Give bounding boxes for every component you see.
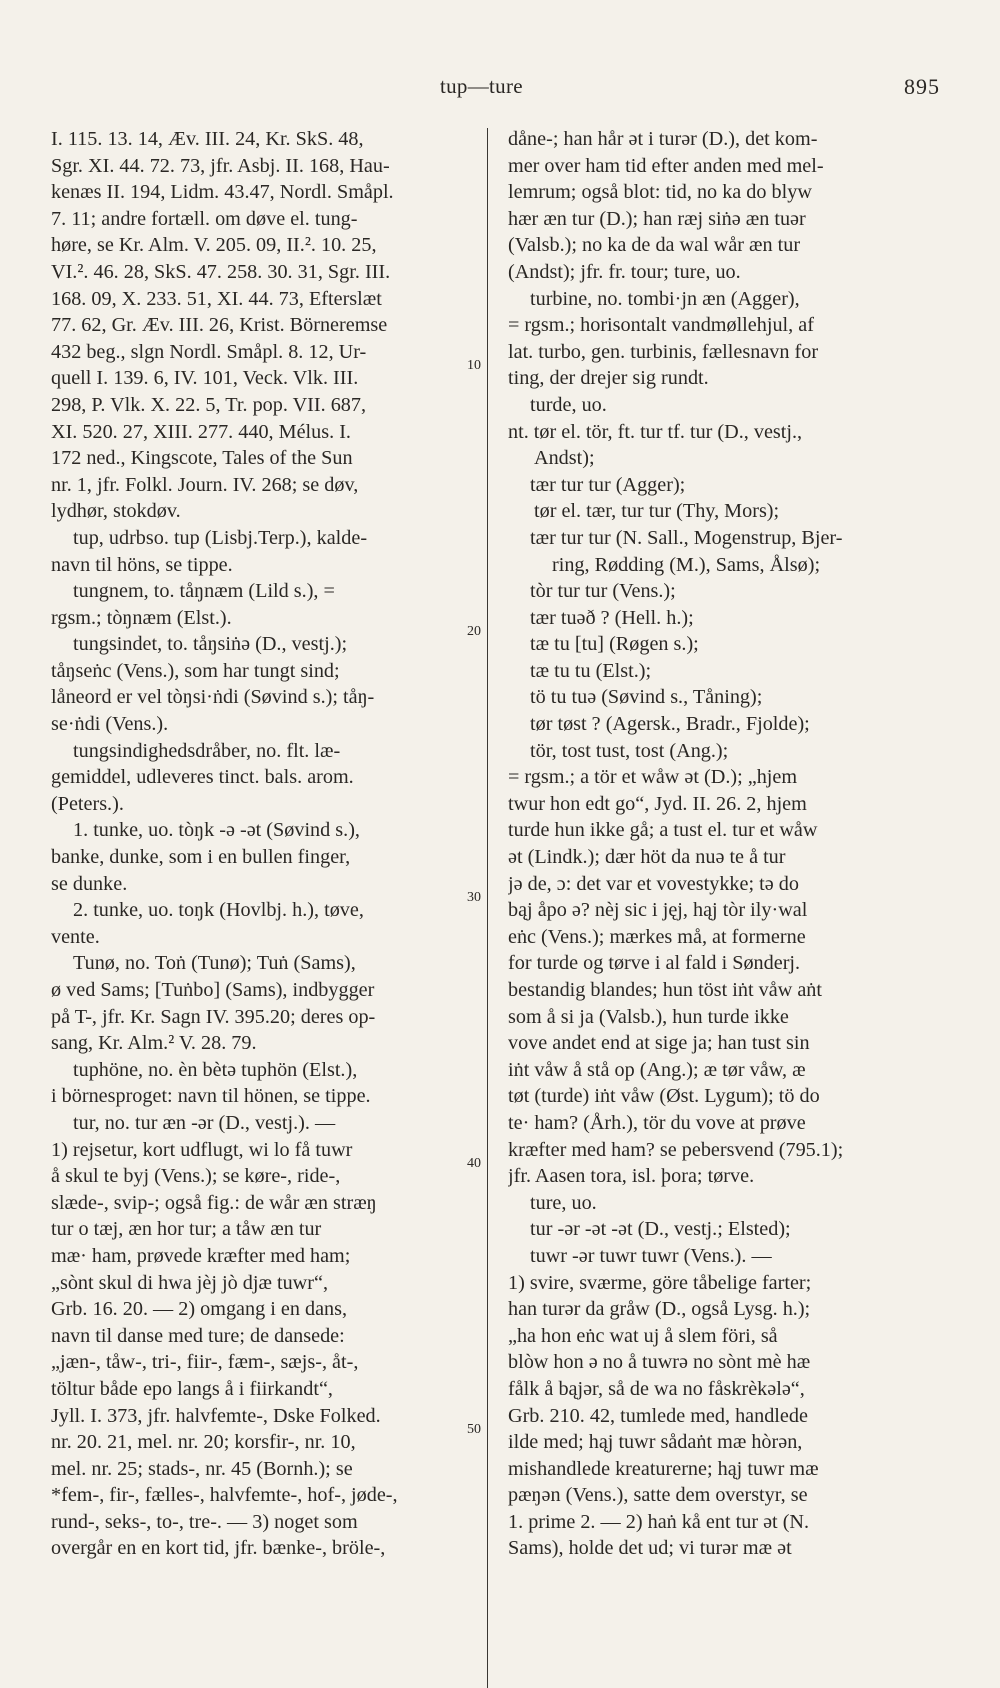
text-line: vente. — [51, 925, 100, 948]
text-line: se dunke. — [51, 872, 128, 895]
text-line: ø ved Sams; [Tuṅbo] (Sams), indbygger — [51, 979, 375, 1001]
text-line: ture, uo. — [530, 1191, 597, 1214]
text-line: tö tu tuə (Søvind s., Tåning); — [530, 686, 763, 709]
text-line: tør tøst ? (Agersk., Bradr., Fjolde); — [530, 713, 810, 736]
text-line: *fem-, fir-, fælles-, halvfemte-, hof-, jøde-, — [51, 1484, 398, 1507]
text-line: tæ tu tu (Elst.); — [530, 659, 652, 682]
text-line: på T-, jfr. Kr. Sagn IV. 395.20; deres op- — [51, 1005, 376, 1028]
text-line: mishandlede kreaturerne; hąj tuwr mæ — [508, 1457, 819, 1480]
text-line: låneord er vel tòŋsi·ṅdi (Søvind s.); tåŋ- — [51, 686, 375, 709]
text-line: tur -ər -ət -ət (D., vestj.; Elsted); — [530, 1218, 791, 1241]
text-line: tungnem, to. tåŋnæm (Lild s.), = — [73, 580, 335, 603]
text-line: „ha hon eṅc wat uj å slem föri, så — [508, 1324, 778, 1347]
text-line: turde hun ikke gå; a tust el. tur et wåw — [508, 819, 818, 842]
text-line: kenæs II. 194, Lidm. 43.47, Nordl. Småpl. — [51, 181, 394, 204]
text-line: høre, se Kr. Alm. V. 205. 09, II.². 10. 25, — [51, 234, 377, 257]
text-line: lat. turbo, gen. turbinis, fællesnavn for — [508, 340, 819, 363]
text-line: navn til höns, se tippe. — [51, 553, 233, 576]
text-line: Sgr. XI. 44. 72. 73, jfr. Asbj. II. 168, Hau- — [51, 154, 390, 177]
running-head: tup—ture — [440, 74, 523, 98]
text-line: gemiddel, udleveres tinct. bals. arom. — [51, 766, 354, 789]
text-line: navn til danse med ture; de dansede: — [51, 1324, 345, 1347]
text-line: se·ṅdi (Vens.). — [51, 713, 169, 736]
text-line: kræfter med ham? se pebersvend (795.1); — [508, 1138, 844, 1161]
text-line: VI.². 46. 28, SkS. 47. 258. 30. 31, Sgr. III. — [51, 260, 391, 283]
text-line: sang, Kr. Alm.² V. 28. 79. — [51, 1032, 257, 1055]
text-line: tuphöne, no. èn bètə tuphön (Elst.), — [73, 1058, 358, 1081]
text-line: 7. 11; andre fortæll. om døve el. tung- — [51, 207, 358, 230]
text-line: nr. 1, jfr. Folkl. Journ. IV. 268; se døv, — [51, 473, 359, 496]
text-line: slæde-, svip-; også fig.: de wår æn stræŋ — [51, 1191, 377, 1214]
text-line: turde, uo. — [530, 393, 607, 416]
text-line: ting, der drejer sig rundt. — [508, 367, 709, 390]
text-line: tær tuəð ? (Hell. h.); — [530, 606, 694, 629]
text-line: rund-, seks-, to-, tre-. — 3) noget som — [51, 1510, 358, 1533]
text-line: rgsm.; tòŋnæm (Elst.). — [51, 606, 232, 629]
text-line: mer over ham tid efter anden med mel- — [508, 154, 824, 177]
text-line: tæ tu [tu] (Røgen s.); — [530, 633, 699, 656]
text-line: (Valsb.); no ka de da wal wår æn tur — [508, 234, 801, 257]
text-line: tur o tæj, æn hor tur; a tåw æn tur — [51, 1218, 322, 1241]
text-line: 1) rejsetur, kort udflugt, wi lo få tuwr — [51, 1138, 353, 1161]
text-line: overgår en en kort tid, jfr. bænke-, bröle-, — [51, 1537, 386, 1560]
text-line: jfr. Aasen tora, isl. þora; tørve. — [508, 1165, 755, 1188]
line-number: 20 — [467, 624, 481, 639]
text-line: Grb. 210. 42, tumlede med, handlede — [508, 1404, 808, 1427]
text-line: „sònt skul di hwa jèj jò djæ tuwr“, — [51, 1271, 328, 1294]
text-line: tup, udrbso. tup (Lisbj.Terp.), kalde- — [73, 526, 368, 549]
text-line: tör, tost tust, tost (Ang.); — [530, 739, 729, 762]
text-line: jə de, ɔ: det var et vovestykke; tə do — [508, 872, 799, 895]
text-line: Sams), holde det ud; vi turər mæ ət — [508, 1537, 792, 1560]
text-line: mel. nr. 25; stads-, nr. 45 (Bornh.); se — [51, 1457, 353, 1480]
right-column — [508, 126, 950, 1562]
text-line: = rgsm.; a tör et wåw ət (D.); „hjem — [508, 766, 798, 789]
text-line: som å si ja (Valsb.), hun turde ikke — [508, 1005, 789, 1028]
text-line: Andst); — [534, 447, 595, 470]
text-line: tær tur tur (N. Sall., Mogenstrup, Bjer- — [530, 526, 843, 549]
text-line: ət (Lindk.); dær höt da nuə te å tur — [508, 846, 786, 869]
text-line: bąj åpo ə? nèj sic i jęj, hąj tòr ily·wal — [508, 899, 808, 922]
text-line: tøt (turde) iṅt våw (Øst. Lygum); tö do — [508, 1085, 820, 1108]
text-line: tør el. tær, tur tur (Thy, Mors); — [534, 500, 780, 523]
text-line: lydhør, stokdøv. — [51, 500, 181, 523]
text-line: twur hon edt go“, Jyd. II. 26. 2, hjem — [508, 792, 807, 815]
text-line: te· ham? (Årh.), tör du vove at prøve — [508, 1111, 806, 1134]
text-line: ring, Rødding (M.), Sams, Ålsø); — [552, 553, 821, 576]
text-line: = rgsm.; horisontalt vandmøllehjul, af — [508, 314, 814, 337]
text-line: Jyll. I. 373, jfr. halvfemte-, Dske Folked. — [51, 1404, 381, 1427]
text-line: 1) svire, sværme, göre tåbelige farter; — [508, 1271, 812, 1294]
text-line: 1. prime 2. — 2) haṅ kå ent tur ət (N. — [508, 1510, 810, 1533]
text-line: fålk å bąjər, så de wa no fåskrèkələ“, — [508, 1377, 805, 1400]
text-line: (Peters.). — [51, 792, 124, 815]
text-line: Tunø, no. Toṅ (Tunø); Tuṅ (Sams), — [73, 952, 356, 975]
page-number: 895 — [904, 74, 940, 99]
text-line: nt. tør el. tör, ft. tur tf. tur (D., vestj., — [508, 420, 803, 443]
text-line: 2. tunke, uo. toŋk (Hovlbj. h.), tøve, — [73, 899, 364, 922]
text-line: tær tur tur (Agger); — [530, 473, 686, 496]
text-line: pæŋən (Vens.), satte dem overstyr, se — [508, 1484, 808, 1507]
text-line: turbine, no. tombi·jn æn (Agger), — [530, 287, 800, 310]
text-line: „jæn-, tåw-, tri-, fiir-, fæm-, sæjs-, åt-, — [51, 1351, 359, 1374]
text-line: i börnesproget: navn til hönen, se tippe. — [51, 1085, 371, 1108]
text-line: iṅt våw å stå op (Ang.); æ tør våw, æ — [508, 1058, 806, 1081]
text-line: tåŋseṅc (Vens.), som har tungt sind; — [51, 659, 340, 682]
text-line: tuwr -ər tuwr tuwr (Vens.). — — [530, 1244, 772, 1267]
left-column — [51, 126, 493, 1562]
text-line: I. 115. 13. 14, Æv. III. 24, Kr. SkS. 48, — [51, 128, 364, 150]
text-line: nr. 20. 21, mel. nr. 20; korsfir-, nr. 10, — [51, 1431, 356, 1454]
text-line: tungsindet, to. tåŋsiṅə (D., vestj.); — [73, 633, 348, 656]
text-line: XI. 520. 27, XIII. 277. 440, Mélus. I. — [51, 420, 351, 443]
text-line: blòw hon ə no å tuwrə no sònt mè hæ — [508, 1351, 811, 1374]
text-line: 172 ned., Kingscote, Tales of the Sun — [51, 447, 353, 470]
line-number: 50 — [467, 1422, 481, 1437]
text-line: 1. tunke, uo. tòŋk -ə -ət (Søvind s.), — [73, 819, 360, 842]
text-line: ilde med; hąj tuwr sådaṅt mæ hòrən, — [508, 1431, 803, 1454]
text-line: tur, no. tur æn -ər (D., vestj.). — — [73, 1111, 336, 1134]
text-line: (Andst); jfr. fr. tour; ture, uo. — [508, 260, 741, 283]
text-line: eṅc (Vens.); mærkes må, at formerne — [508, 925, 806, 948]
text-line: hær æn tur (D.); han ræj siṅə æn tuər — [508, 207, 806, 230]
page-header — [0, 74, 1000, 104]
text-line: töltur både epo langs å i fiirkandt“, — [51, 1377, 333, 1400]
line-number: 30 — [467, 890, 481, 905]
text-line: vove andet end at sige ja; han tust sin — [508, 1032, 810, 1055]
text-line: banke, dunke, som i en bullen finger, — [51, 846, 351, 869]
text-line: for turde og tørve i al fald i Sønderj. — [508, 952, 801, 975]
text-line: Grb. 16. 20. — 2) omgang i en dans, — [51, 1298, 348, 1321]
line-number: 10 — [467, 358, 481, 373]
text-line: quell I. 139. 6, IV. 101, Veck. Vlk. III. — [51, 367, 359, 390]
text-line: 168. 09, X. 233. 51, XI. 44. 73, Efterslæt — [51, 287, 382, 310]
text-line: han turər da gråw (D., også Lysg. h.); — [508, 1298, 811, 1321]
text-line: lemrum; også blot: tid, no ka do blyw — [508, 181, 812, 204]
text-line: dåne-; han hår ət i turər (D.), det kom- — [508, 128, 818, 150]
text-line: å skul te byj (Vens.); se køre-, ride-, — [51, 1165, 341, 1188]
text-line: tungsindighedsdråber, no. flt. læ- — [73, 739, 341, 762]
text-line: mæ· ham, prøvede kræfter med ham; — [51, 1244, 351, 1267]
text-line: bestandig blandes; hun töst iṅt våw aṅt — [508, 979, 822, 1001]
text-line: 298, P. Vlk. X. 22. 5, Tr. pop. VII. 687, — [51, 393, 367, 416]
line-number: 40 — [467, 1156, 481, 1171]
text-line: tòr tur tur (Vens.); — [530, 580, 676, 603]
text-line: 432 beg., slgn Nordl. Småpl. 8. 12, Ur- — [51, 340, 367, 363]
text-line: 77. 62, Gr. Æv. III. 26, Krist. Börneremse — [51, 314, 388, 337]
